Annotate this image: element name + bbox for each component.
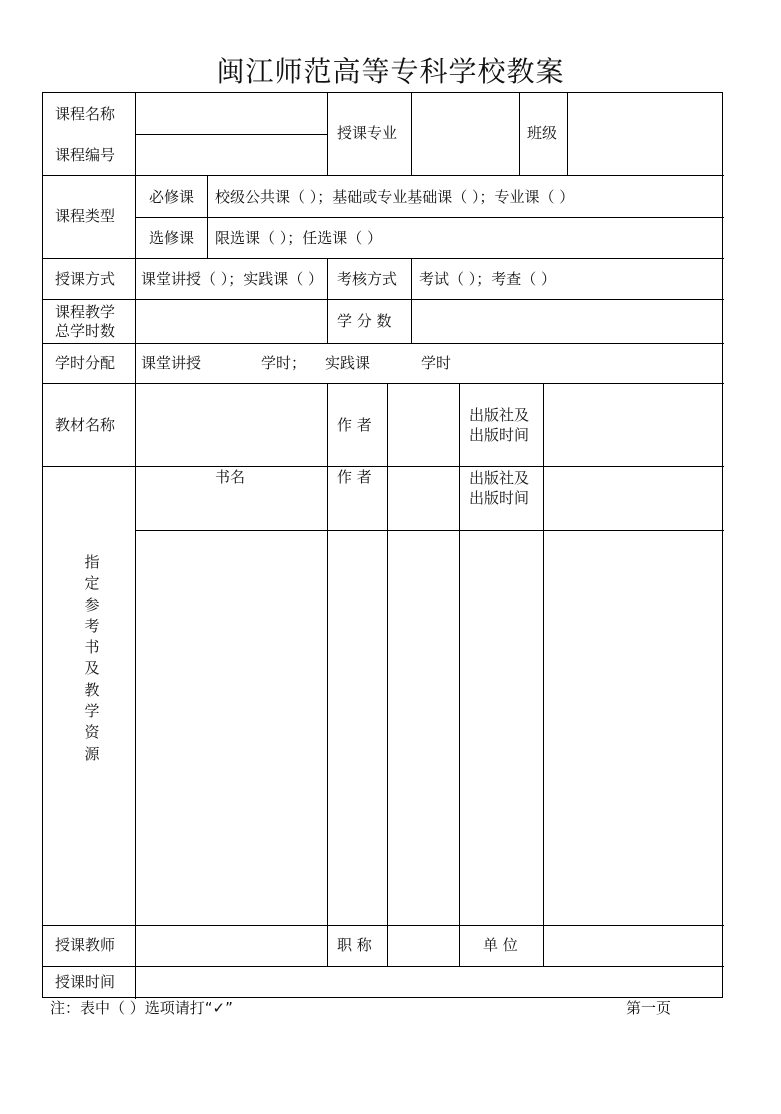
assessment-options: 考试（ ）；考查（ ） [419,270,557,288]
label-publisher2-line2: 出版时间 [469,489,530,507]
hour-unit-1: 学时； [261,354,307,372]
rule-v [207,175,208,258]
rule-h [43,383,724,384]
label-publisher2-line1: 出版社及 [469,469,530,487]
rule-h [43,175,724,176]
footer-note: 注：表中（ ）选项请打“✓” [50,999,233,1017]
label-rank: 职 称 [337,936,372,954]
label-credits: 学 分 数 [337,312,392,330]
label-total-hours-line2: 总学时数 [55,322,116,340]
required-options: 校级公共课（ ）；基础或专业基础课（ ）；专业课（ ） [215,188,575,206]
label-teaching-time: 授课时间 [55,973,116,991]
hour-practice: 实践课 [325,354,371,372]
label-textbook: 教材名称 [55,416,116,434]
label-reference-section: 指定参考书及教学资源 [84,553,100,763]
rule-h [135,217,724,218]
label-class: 班级 [527,124,558,142]
rule-h [43,343,724,344]
rule-v [327,258,328,343]
label-total-hours-line1: 课程教学 [55,303,116,321]
label-author-2: 作 者 [337,468,372,486]
label-course-type: 课程类型 [55,207,116,225]
rule-v [519,93,520,175]
label-publisher-line2: 出版时间 [469,426,530,444]
label-publisher-line1: 出版社及 [469,406,530,424]
rule-h [43,925,724,926]
rule-v [327,93,328,175]
label-teacher: 授课教师 [55,936,116,954]
rule-h [135,134,327,135]
rule-v [411,93,412,175]
document-title: 闽江师范高等专科学校教案 [216,55,565,88]
rule-v [567,93,568,175]
rule-v [135,93,136,999]
rule-v [387,383,388,966]
label-assessment: 考核方式 [337,270,398,288]
rule-h [43,966,724,967]
rule-v [327,383,328,966]
label-required: 必修课 [149,188,195,206]
label-hour-alloc: 学时分配 [55,354,116,372]
label-elective: 选修课 [149,229,195,247]
hour-lecture: 课堂讲授 [141,354,202,372]
label-major: 授课专业 [337,124,398,142]
rule-v [411,258,412,343]
lesson-plan-form [42,92,723,998]
label-course-name: 课程名称 [55,105,116,123]
label-teaching-mode: 授课方式 [55,270,116,288]
page-number: 第一页 [626,999,672,1017]
rule-v [543,383,544,966]
rule-v [459,383,460,966]
label-author: 作 者 [337,416,372,434]
rule-h [43,299,724,300]
teaching-mode-options: 课堂讲授（ ）；实践课（ ） [141,270,324,288]
label-course-code: 课程编号 [55,146,116,164]
label-unit: 单 位 [483,936,518,954]
rule-h [135,530,724,531]
elective-options: 限选课（ ）；任选课（ ） [215,229,383,247]
rule-h [43,258,724,259]
hour-unit-2: 学时 [421,354,452,372]
rule-h [43,466,724,467]
label-book-name: 书名 [215,468,246,486]
